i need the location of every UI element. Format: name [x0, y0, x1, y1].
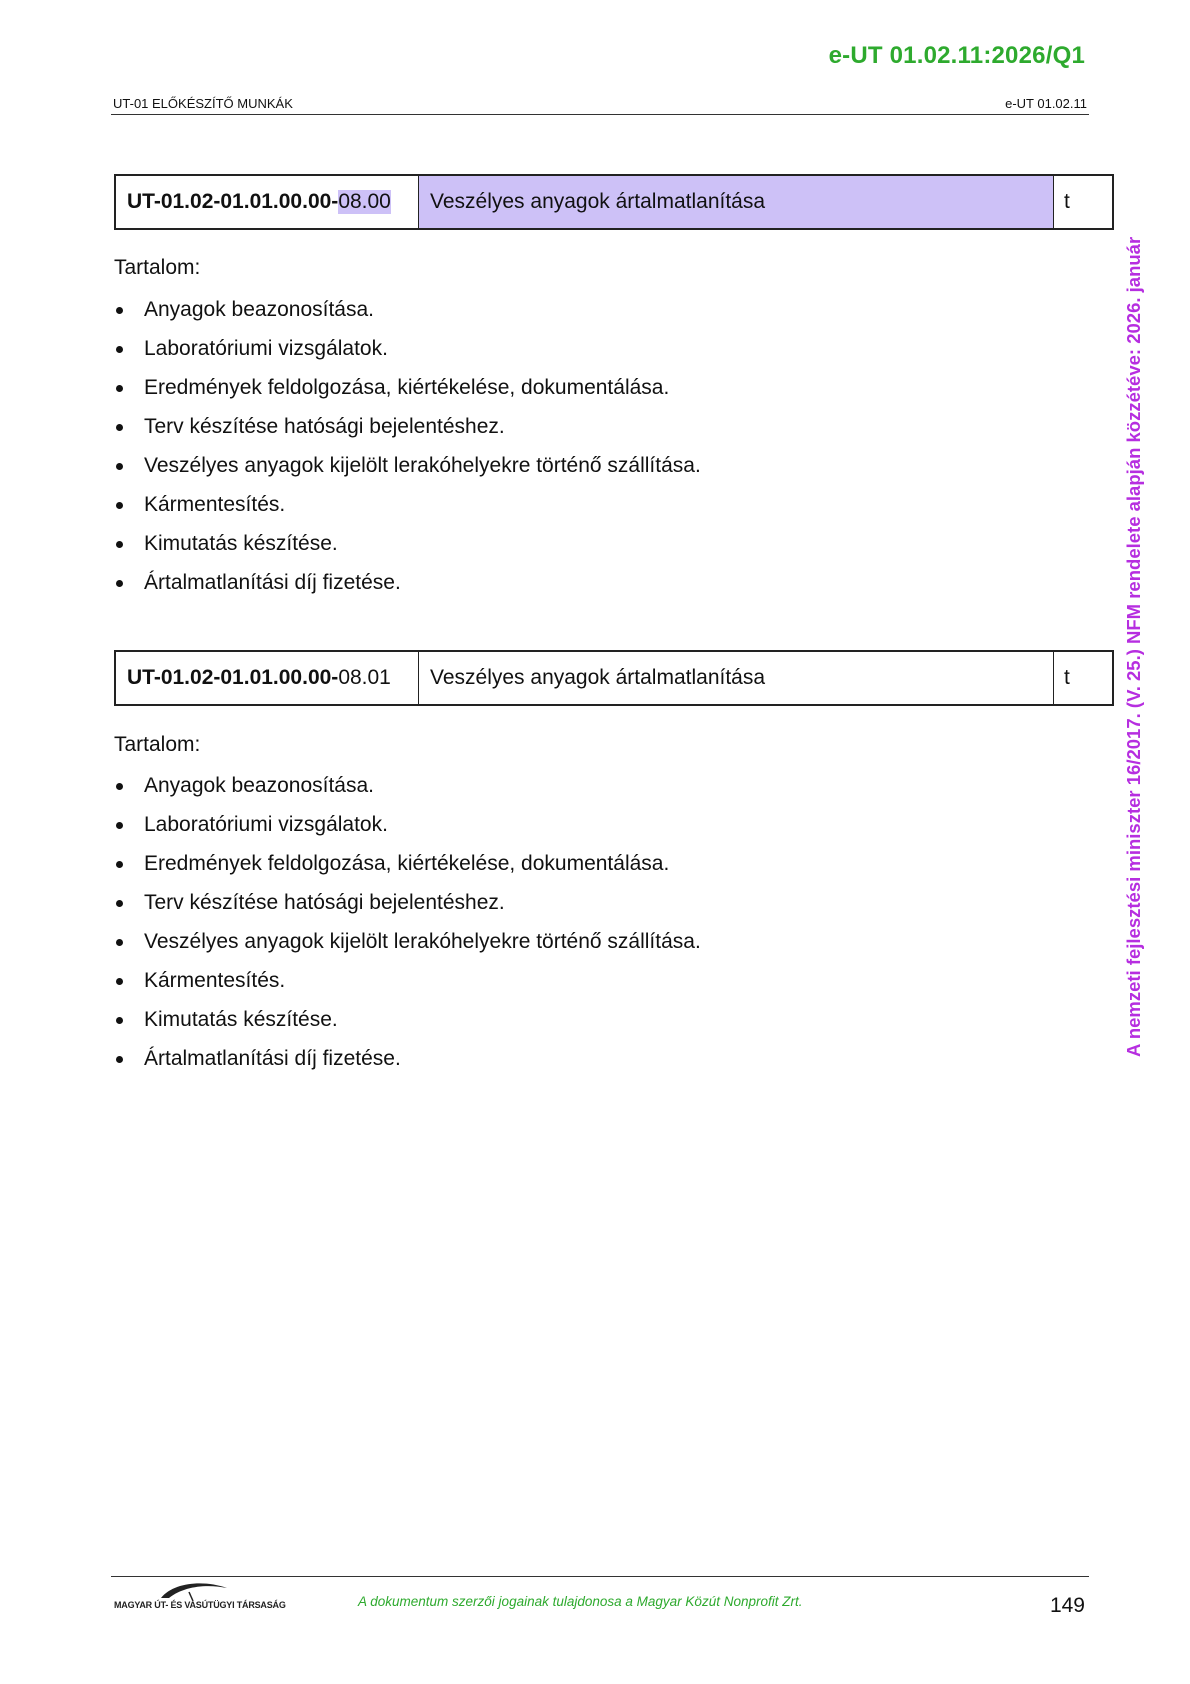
content-list-1 — [114, 290, 701, 602]
bullet-icon — [116, 502, 123, 509]
footer-divider — [111, 1576, 1089, 1577]
bullet-icon — [116, 385, 123, 392]
list-item: Veszélyes anyagok kijelölt lerakóhelyekre történő szállítása. — [114, 446, 701, 485]
bullet-icon — [116, 1017, 123, 1024]
header-chapter: UT-01 ELŐKÉSZÍTŐ MUNKÁK — [113, 96, 293, 111]
list-item: Veszélyes anyagok kijelölt lerakóhelyekre történő szállítása. — [114, 922, 701, 961]
header-doc-id: e-UT 01.02.11 — [1005, 96, 1087, 111]
item-code-prefix: UT-01.02-01.01.00.00- — [127, 190, 339, 213]
list-item: Terv készítése hatósági bejelentéshez. — [114, 407, 701, 446]
document-code: e-UT 01.02.11:2026/Q1 — [828, 42, 1085, 69]
content-label-2: Tartalom: — [114, 733, 201, 756]
bullet-icon — [116, 900, 123, 907]
item-code-suffix: 08.01 — [338, 666, 391, 689]
list-item: Anyagok beazonosítása. — [114, 290, 701, 329]
item-code-prefix: UT-01.02-01.01.00.00- — [127, 666, 339, 689]
content-label-1: Tartalom: — [114, 256, 201, 279]
item-title-cell: Veszélyes anyagok ártalmatlanítása — [419, 176, 1054, 228]
logo-swoosh-icon — [159, 1580, 229, 1602]
list-item: Kármentesítés. — [114, 961, 701, 1000]
bullet-icon — [116, 463, 123, 470]
bullet-icon — [116, 541, 123, 548]
list-item: Ártalmatlanítási díj fizetése. — [114, 1039, 701, 1078]
item-code-box-2 — [114, 650, 1114, 706]
item-code-cell — [116, 176, 419, 228]
bullet-icon — [116, 978, 123, 985]
list-item: Kármentesítés. — [114, 485, 701, 524]
list-item: Eredmények feldolgozása, kiértékelése, dokumentálása. — [114, 844, 701, 883]
logo-text: MAGYAR ÚT- ÉS VASÚTÜGYI TÁRSASÁG — [114, 1600, 286, 1610]
item-unit-cell: t — [1064, 190, 1070, 213]
item-code-cell — [116, 652, 419, 704]
item-unit-cell: t — [1064, 666, 1070, 689]
list-item: Kimutatás készítése. — [114, 524, 701, 563]
list-item: Laboratóriumi vizsgálatok. — [114, 329, 701, 368]
page-number: 149 — [1049, 1594, 1085, 1617]
side-publication-note: A nemzeti fejlesztési miniszter 16/2017. (V. 25.) NFM rendelete alapján közzétéve: 2026. január — [1123, 236, 1144, 1057]
bullet-icon — [116, 861, 123, 868]
item-code-box-1 — [114, 174, 1114, 230]
bullet-icon — [116, 307, 123, 314]
bullet-icon — [116, 1056, 123, 1063]
item-code-suffix: 08.00 — [338, 190, 391, 213]
bullet-icon — [116, 424, 123, 431]
content-list-2 — [114, 766, 701, 1078]
list-item: Eredmények feldolgozása, kiértékelése, dokumentálása. — [114, 368, 701, 407]
list-item: Laboratóriumi vizsgálatok. — [114, 805, 701, 844]
list-item: Terv készítése hatósági bejelentéshez. — [114, 883, 701, 922]
item-title-cell: Veszélyes anyagok ártalmatlanítása — [419, 652, 1054, 704]
page-header — [111, 96, 1089, 115]
list-item: Ártalmatlanítási díj fizetése. — [114, 563, 701, 602]
list-item: Anyagok beazonosítása. — [114, 766, 701, 805]
bullet-icon — [116, 580, 123, 587]
bullet-icon — [116, 346, 123, 353]
copyright-notice: A dokumentum szerzői jogainak tulajdonosa a Magyar Közút Nonprofit Zrt. — [358, 1594, 803, 1609]
bullet-icon — [116, 822, 123, 829]
list-item: Kimutatás készítése. — [114, 1000, 701, 1039]
bullet-icon — [116, 783, 123, 790]
organization-logo — [114, 1580, 286, 1616]
bullet-icon — [116, 939, 123, 946]
